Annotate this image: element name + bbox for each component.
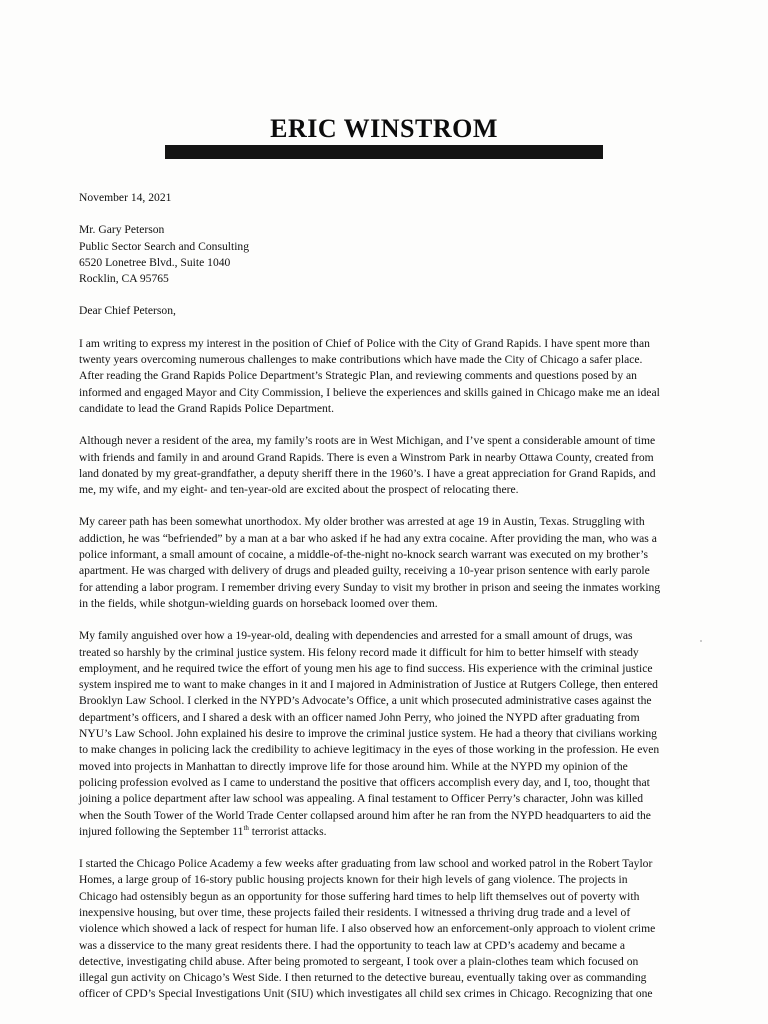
text-line: moved into projects in Manhattan to directly improve life for those around him. While at the NYPD my opinion of the bbox=[79, 759, 628, 773]
text-line: system inspired me to want to make changes in it and I majored in Administration of Justice at Rutgers College, then entered bbox=[79, 678, 658, 692]
letter-body bbox=[79, 190, 691, 1019]
text-line: detective, investigating child abuse. After being promoted to sergeant, I took over a plain-clothes team which focused on bbox=[79, 954, 639, 968]
text-line: candidate to lead the Grand Rapids Police Department. bbox=[79, 401, 334, 415]
text-line: in the fields, while shotgun-wielding guards on horseback loomed over them. bbox=[79, 596, 438, 610]
text-line: policing profession evolved as I came to understand the positive that officers accomplish every day, and I, too, thought that bbox=[79, 775, 650, 789]
text-line: Homes, a large group of 16-story public housing projects known for their high levels of gang violence. The projects in bbox=[79, 873, 628, 887]
text-line: was a disservice to the many great residents there. I had the opportunity to teach law at CPD’s academy and became a bbox=[79, 938, 626, 952]
text-line: twenty years overcoming numerous challenges to make contributions which have made the City of Chicago a safer place. bbox=[79, 353, 643, 367]
letterhead-rule bbox=[165, 145, 603, 159]
text-line bbox=[79, 824, 691, 840]
text-line: I started the Chicago Police Academy a few weeks after graduating from law school and worked patrol in the Robert Taylor bbox=[79, 857, 653, 871]
text-line: to make changes in policing lack the credibility to achieve legitimacy in the eyes of those working in the profession. He even bbox=[79, 743, 660, 757]
text-line: I am writing to express my interest in the position of Chief of Police with the City of Grand Rapids. I have spent more than bbox=[79, 336, 650, 350]
address-line: Mr. Gary Peterson bbox=[79, 223, 165, 237]
salutation: Dear Chief Peterson, bbox=[79, 304, 176, 318]
text-line: when the South Tower of the World Trade Center collapsed around him after he ran from the NYPD headquarters to aid the bbox=[79, 808, 651, 822]
recipient-address bbox=[79, 222, 691, 287]
paragraph-career-path bbox=[79, 514, 691, 612]
text-fragment: injured following the September 11 bbox=[79, 824, 244, 838]
text-line: apartment. He was charged with delivery of drugs and pleaded guilty, receiving a 10-year prison sentence with early parole bbox=[79, 564, 650, 578]
text-line: Brooklyn Law School. I clerked in the NYPD’s Advocate’s Office, a unit which prosecuted administrative cases against the bbox=[79, 694, 652, 708]
text-line: department’s officers, and I shared a desk with an officer named John Perry, who joined the NYPD after graduating from bbox=[79, 710, 640, 724]
address-line: Rocklin, CA 95765 bbox=[79, 272, 169, 286]
text-line: illegal gun activity on Chicago’s West Side. I then returned to the detective bureau, eventually taking over as commanding bbox=[79, 971, 647, 985]
letterhead-name: ERIC WINSTROM bbox=[270, 114, 498, 143]
address-line: 6520 Lonetree Blvd., Suite 1040 bbox=[79, 255, 231, 269]
ordinal-suffix: th bbox=[243, 823, 249, 832]
paragraph-interest bbox=[79, 336, 691, 417]
text-line: Although never a resident of the area, my family’s roots are in West Michigan, and I’ve spent a considerable amount of time bbox=[79, 434, 656, 448]
text-line: violence which showed a lack of respect for human life. I also observed how an enforcement-only approach to violent crime bbox=[79, 922, 656, 936]
text-line: NYU’s Law School. John explained his desire to improve the criminal justice system. He had a theory that civilians working bbox=[79, 727, 657, 741]
letter-date: November 14, 2021 bbox=[79, 191, 172, 204]
text-line: police informant, a small amount of cocaine, a middle-of-the-night no-knock search warrant was executed on my brother’s bbox=[79, 548, 648, 562]
text-line: My career path has been somewhat unorthodox. My older brother was arrested at age 19 in Austin, Texas. Struggling with bbox=[79, 515, 645, 529]
text-line: My family anguished over how a 19-year-old, dealing with dependencies and arrested for a small amount of drugs, was bbox=[79, 629, 633, 643]
text-line: employment, and he required twice the effort of young men his age to find success. His experience with the criminal justice bbox=[79, 661, 653, 675]
text-fragment: terrorist attacks. bbox=[248, 824, 327, 838]
paragraph-family-roots bbox=[79, 433, 691, 498]
text-line: for attending a labor program. I remember driving every Sunday to visit my brother in prison and seeing the inmates working bbox=[79, 580, 661, 594]
text-line: officer of CPD’s Special Investigations Unit (SIU) which investigates all child sex crimes in Chicago. Recognizing that one bbox=[79, 987, 653, 1001]
text-line: treated so harshly by the criminal justice system. His felony record made it difficult for him to better himself with steady bbox=[79, 645, 639, 659]
text-line: informed and engaged Mayor and City Commission, I believe the experiences and skills gained in Chicago make me an ideal bbox=[79, 385, 660, 399]
text-line: with friends and family in and around Grand Rapids. There is even a Winstrom Park in nearby Ottawa County, created from bbox=[79, 450, 654, 464]
text-line: Chicago had ostensibly begun as an opportunity for those suffering hard times to help lift themselves out of poverty with bbox=[79, 889, 640, 903]
address-line: Public Sector Search and Consulting bbox=[79, 239, 250, 253]
text-line: me, my wife, and my eight- and ten-year-old are excited about the prospect of relocating there. bbox=[79, 483, 519, 497]
paragraph-justice-system bbox=[79, 628, 691, 840]
text-line: joining a police department after law school was appealing. A final testament to Officer Perry’s character, John was killed bbox=[79, 792, 644, 806]
text-line: After reading the Grand Rapids Police Department’s Strategic Plan, and reviewing comments and questions posed by an bbox=[79, 369, 637, 383]
text-line: land donated by my great-grandfather, a deputy sheriff there in the 1960’s. I have a great appreciation for Grand Rapids, and bbox=[79, 466, 656, 480]
text-line: inexpensive housing, but over time, these projects failed their residents. I witnessed a thriving drug trade and a level of bbox=[79, 905, 631, 919]
scan-speck bbox=[700, 640, 702, 642]
text-line: addiction, he was “befriended” by a man at a bar who asked if he had any extra cocaine. After providing the man, who was a bbox=[79, 531, 657, 545]
paragraph-chicago-career bbox=[79, 856, 691, 1003]
